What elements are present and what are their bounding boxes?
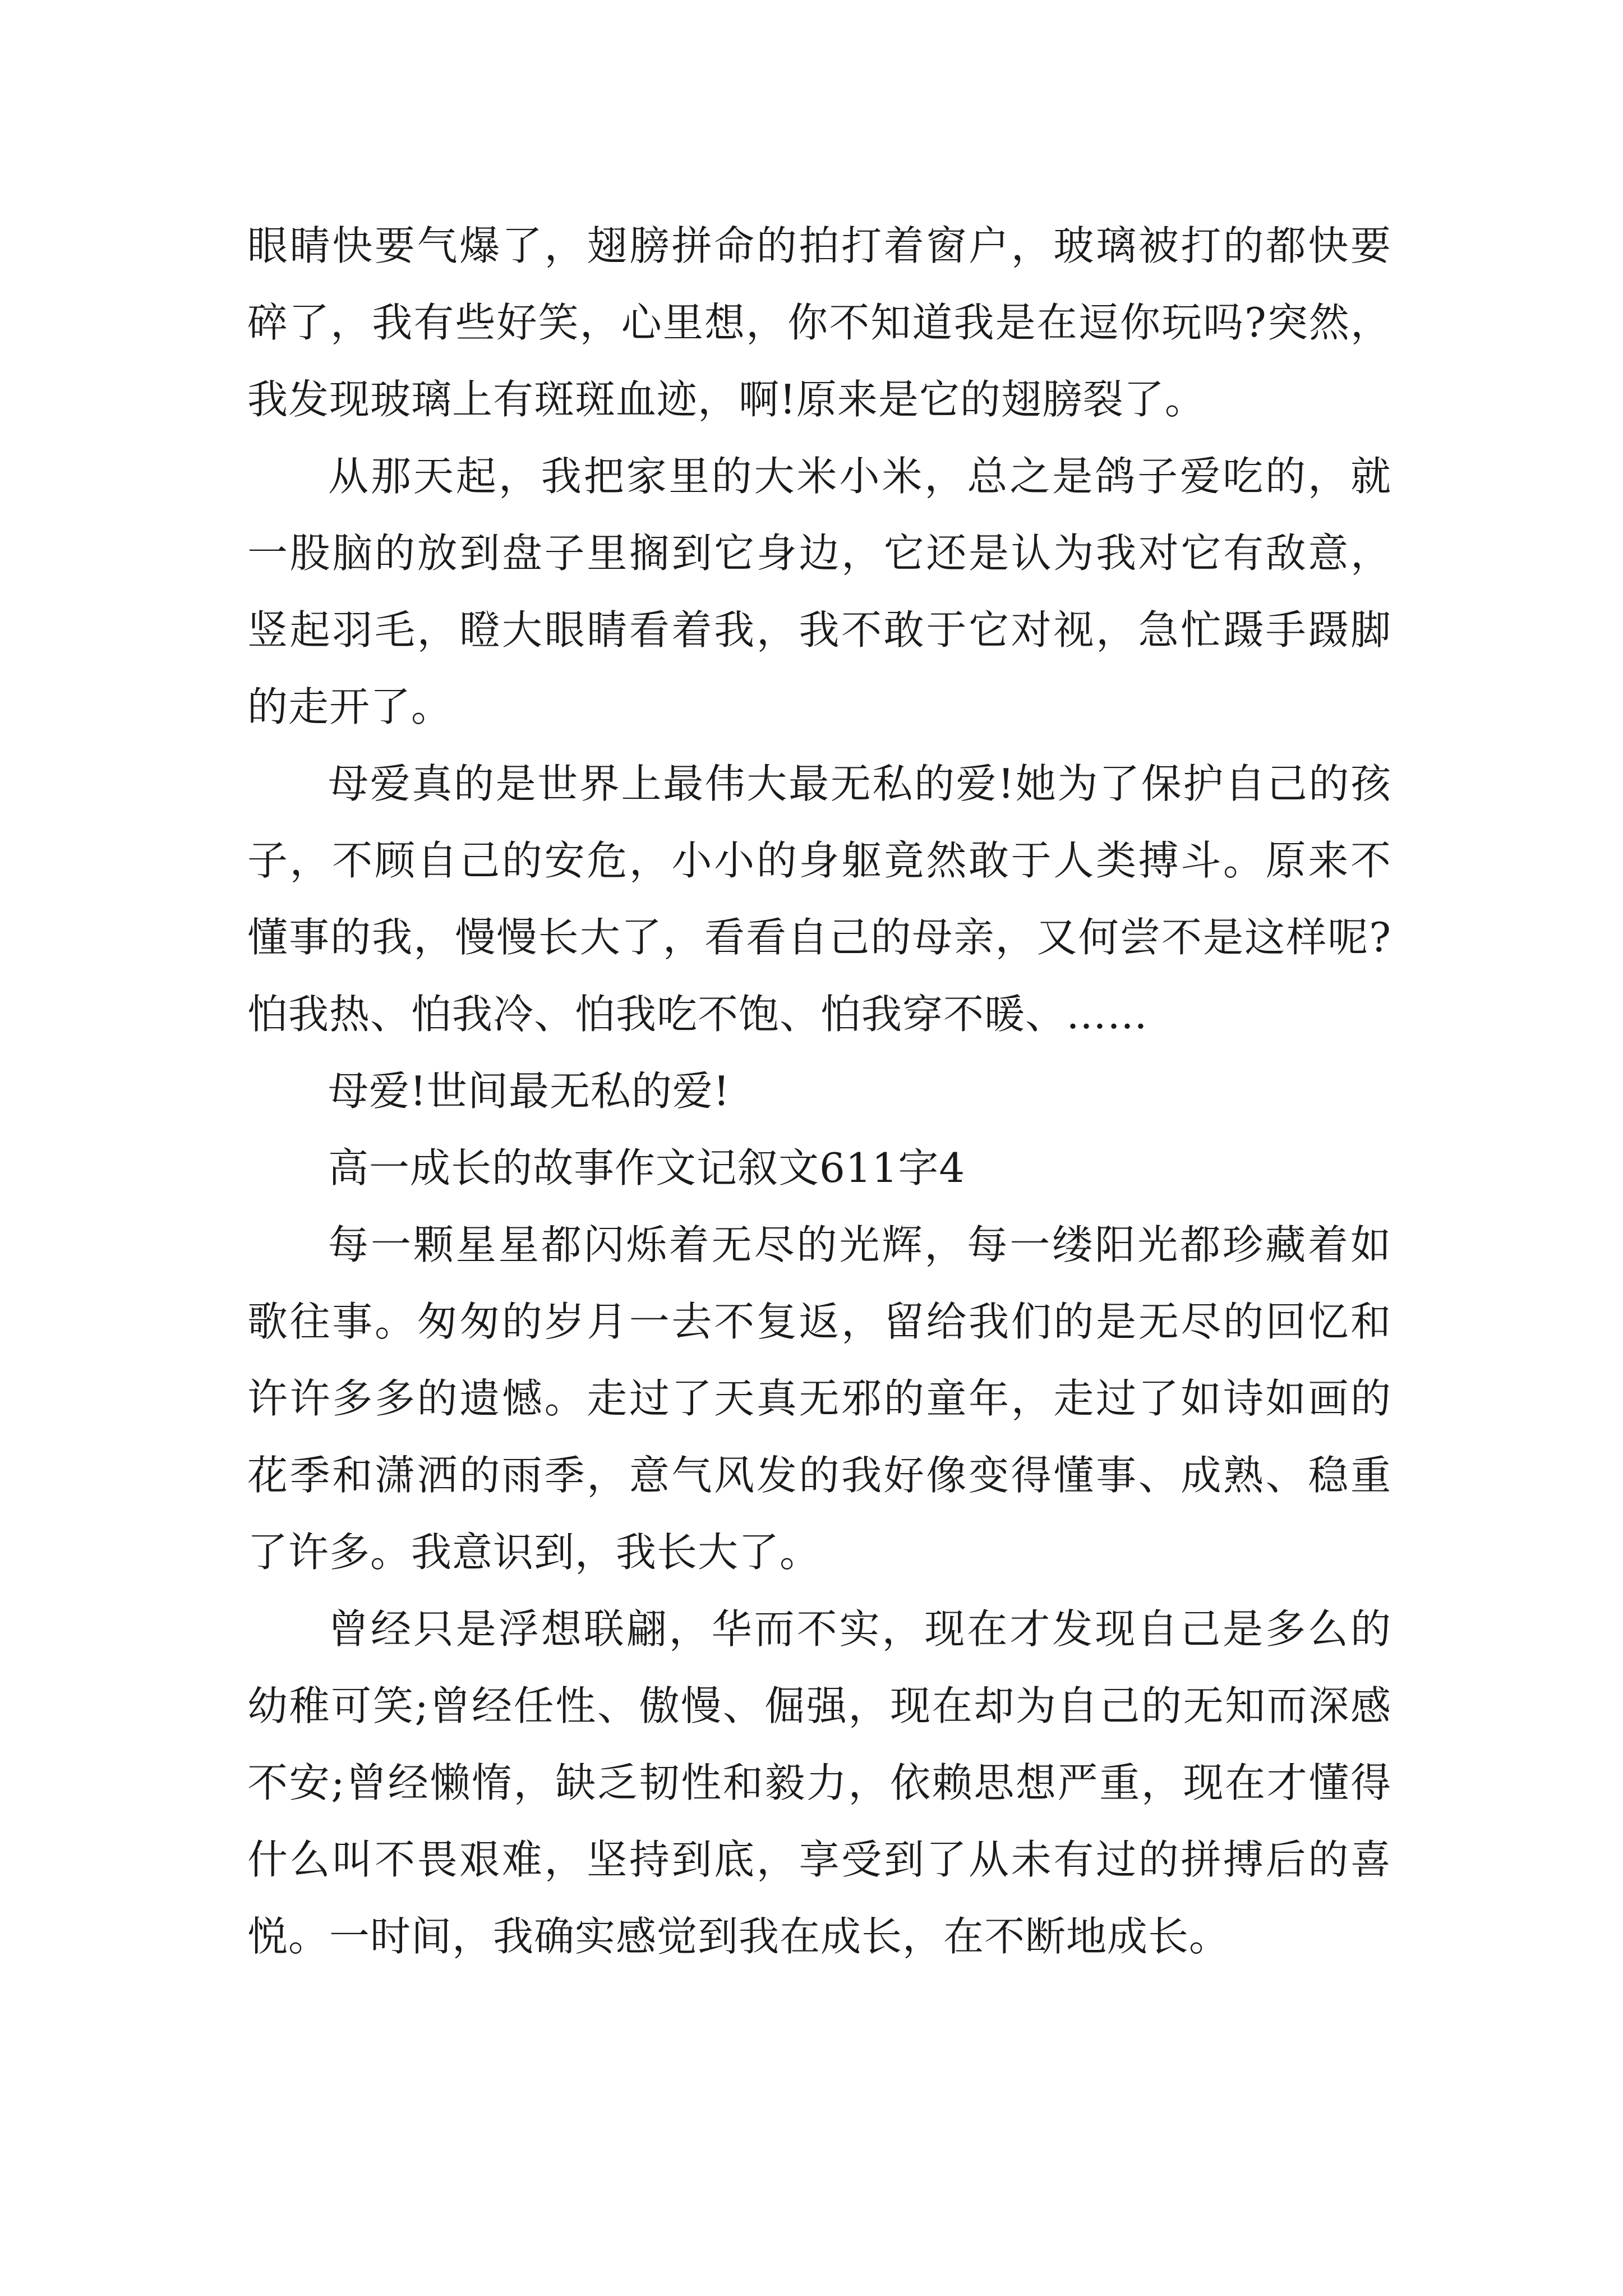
paragraph-stars: 每一颗星星都闪烁着无尽的光辉，每一缕阳光都珍藏着如歌往事。匆匆的岁月一去不复返，留给我们的是无尽的回忆和许许多多的遗憾。走过了天真无邪的童年，走过了如诗如画的花季和潇洒的雨季，意气风发的我好像变得懂事、成熟、稳重了许多。我意识到，我长大了。: [247, 1221, 1391, 1576]
paragraph-exclamation: 母爱!世间最无私的爱!: [328, 1068, 730, 1115]
document-body: [247, 208, 1391, 1975]
paragraph-mother-love: 母爱真的是世界上最伟大最无私的爱!她为了保护自己的孩子，不顾自己的安危，小小的身躯竟然敢于人类搏斗。原来不懂事的我，慢慢长大了，看看自己的母亲，又何尝不是这样呢?怕我热、怕我冷、怕我吃不饱、怕我穿不暖、……: [247, 760, 1391, 1038]
paragraph-feeding-pigeon: 从那天起，我把家里的大米小米，总之是鸽子爱吃的，就一股脑的放到盘子里搁到它身边，它还是认为我对它有敌意，竖起羽毛，瞪大眼睛看着我，我不敢于它对视，急忙蹑手蹑脚的走开了。: [247, 453, 1391, 730]
section-heading: 高一成长的故事作文记叙文611字4: [328, 1144, 966, 1191]
paragraph-continuation: 眼睛快要气爆了，翅膀拼命的拍打着窗户，玻璃被打的都快要碎了，我有些好笑，心里想，你不知道我是在逗你玩吗?突然，我发现玻璃上有斑斑血迹，啊!原来是它的翅膀裂了。: [247, 222, 1391, 423]
paragraph-growth: 曾经只是浮想联翩，华而不实，现在才发现自己是多么的幼稚可笑;曾经任性、傲慢、倔强，现在却为自己的无知而深感不安;曾经懒惰，缺乏韧性和毅力，依赖思想严重，现在才懂得什么叫不畏艰难，坚持到底，享受到了从未有过的拼搏后的喜悦。一时间，我确实感觉到我在成长，在不断地成长。: [247, 1605, 1391, 1960]
